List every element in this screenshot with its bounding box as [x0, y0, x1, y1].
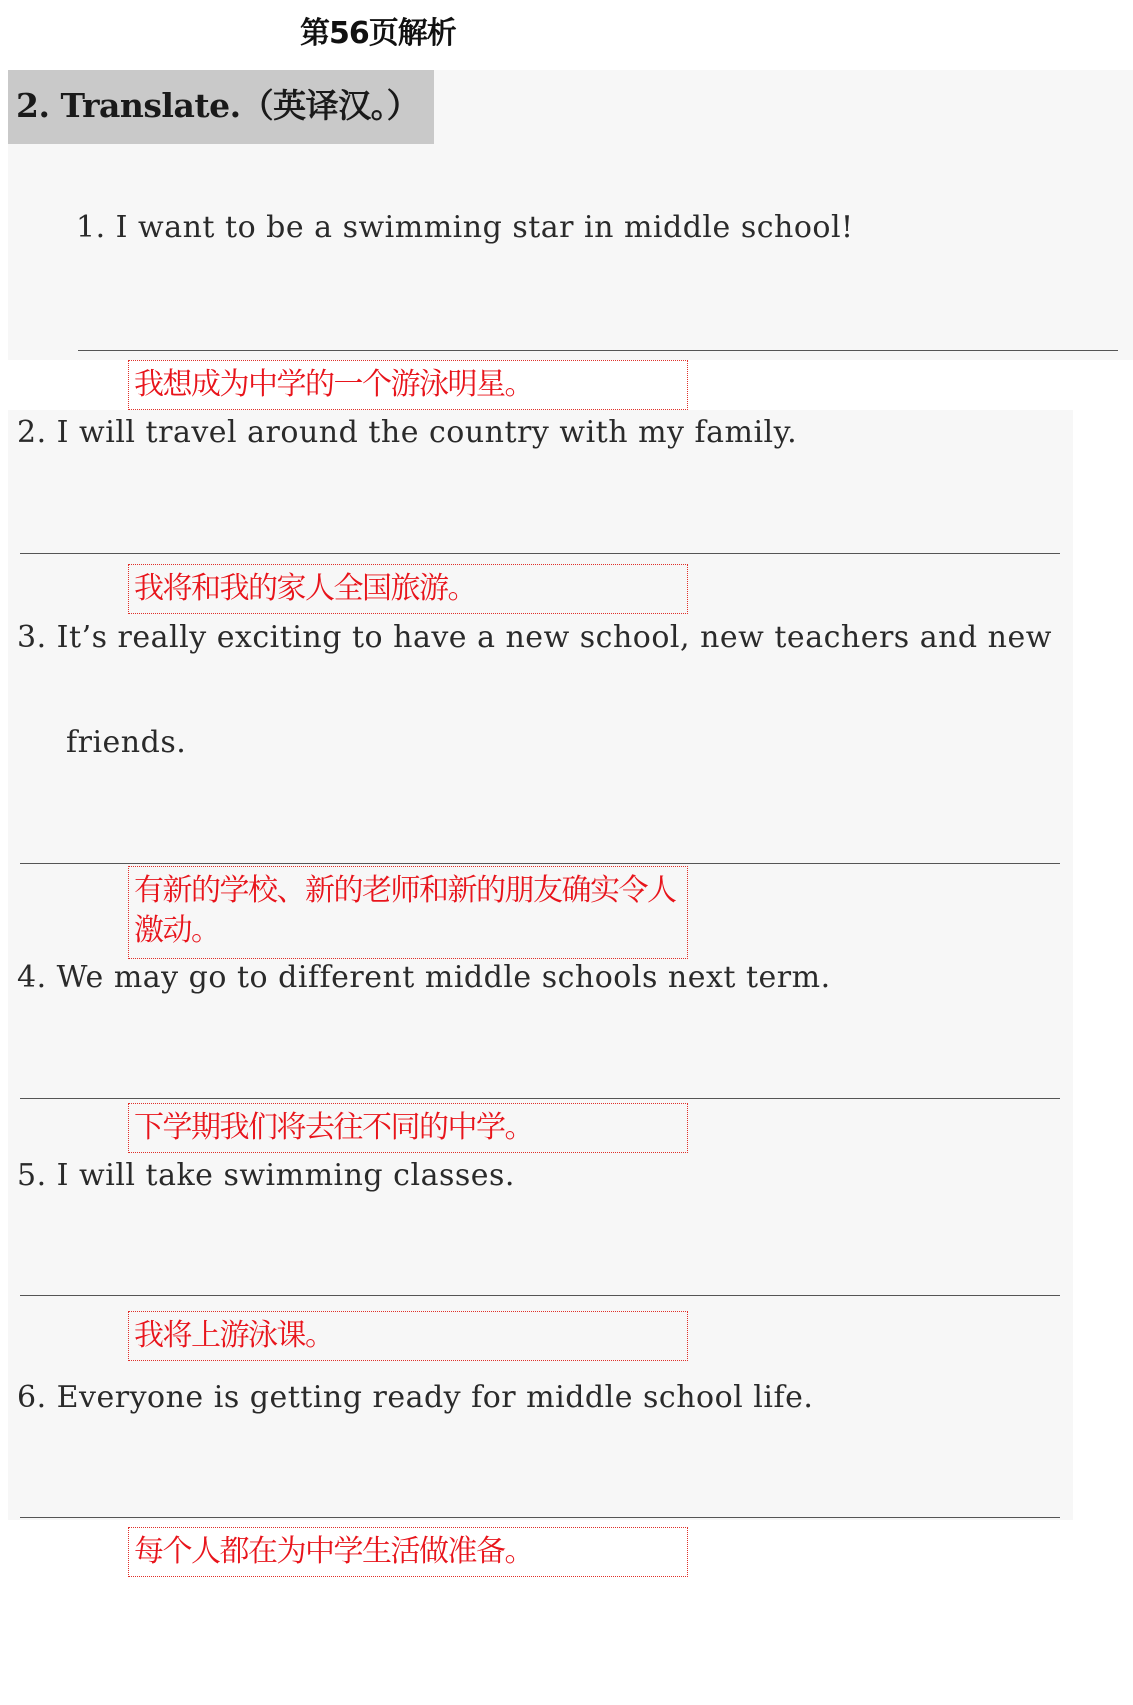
section-header-text: 2. Translate.（英译汉。）: [16, 86, 420, 125]
answer-box-5: 我将上游泳课。: [128, 1311, 688, 1361]
answer-line-5: [20, 1295, 1060, 1296]
question-2: 2. I will travel around the country with my family.: [17, 415, 798, 450]
section-header: [8, 70, 434, 144]
answer-line-2: [20, 553, 1060, 554]
answer-line-6: [20, 1517, 1060, 1518]
question-3: 3. It’s really exciting to have a new school, new teachers and new: [17, 620, 1052, 655]
question-3-continuation: friends.: [66, 725, 187, 760]
answer-line-1: [78, 350, 1118, 351]
answer-box-3: 有新的学校、新的老师和新的朋友确实令人激动。: [128, 866, 688, 959]
answer-line-3: [20, 863, 1060, 864]
answer-box-2: 我将和我的家人全国旅游。: [128, 564, 688, 614]
answer-line-4: [20, 1098, 1060, 1099]
question-4: 4. We may go to different middle schools next term.: [17, 960, 831, 995]
question-1: 1. I want to be a swimming star in middle school!: [76, 210, 854, 245]
page-title: 第56页解析: [300, 16, 456, 51]
answer-box-6: 每个人都在为中学生活做准备。: [128, 1527, 688, 1577]
answer-box-4: 下学期我们将去往不同的中学。: [128, 1103, 688, 1153]
question-5: 5. I will take swimming classes.: [17, 1158, 515, 1193]
question-6: 6. Everyone is getting ready for middle school life.: [17, 1380, 814, 1415]
answer-box-1: 我想成为中学的一个游泳明星。: [128, 360, 688, 410]
